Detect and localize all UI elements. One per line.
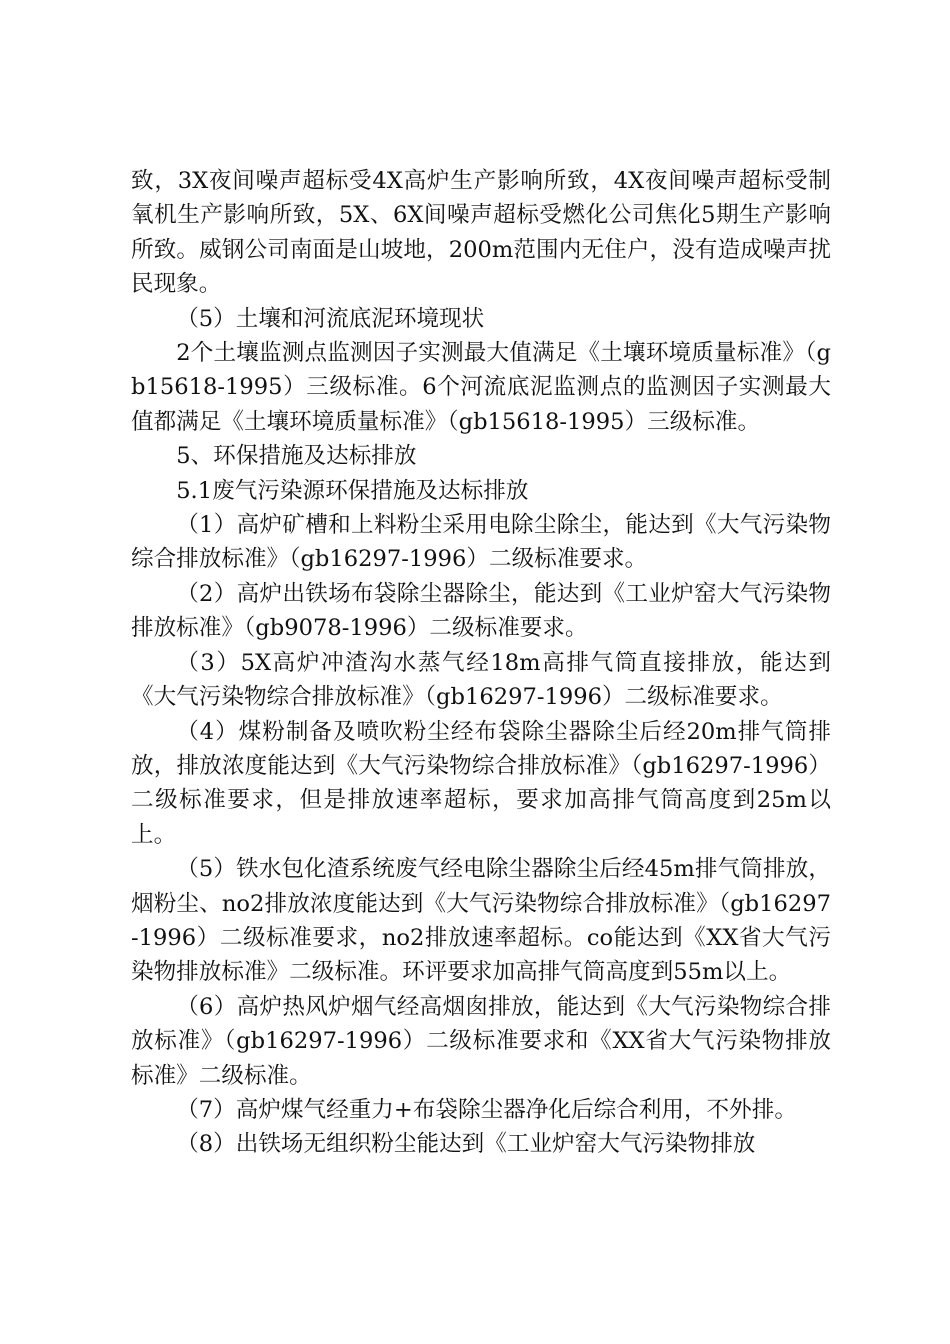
list-item-3: （3）5X高炉冲渣沟水蒸气经18m高排气筒直接排放，能达到《大气污染物综合排放标准》（gb16297-1996）二级标准要求。	[131, 649, 831, 711]
heading-environmental-measures: 5、环保措施及达标排放	[176, 443, 417, 470]
list-item-8: （8）出铁场无组织粉尘能达到《工业炉窑大气污染物排放	[176, 1131, 756, 1158]
list-item-5: （5）铁水包化渣系统废气经电除尘器除尘后经45m排气筒排放，烟粉尘、no2排放浓度能达到《大气污染物综合排放标准》（gb16297-1996）二级标准要求，no2排放速率超标。co能达到《XX省大气污染物排放标准》二级标准。环评要求加高排气筒高度到55m以上。	[131, 856, 831, 986]
list-item-4: （4）煤粉制备及喷吹粉尘经布袋除尘器除尘后经20m排气筒排放，排放浓度能达到《大气污染物综合排放标准》（gb16297-1996）二级标准要求，但是排放速率超标，要求加高排气筒高度到25m以上。	[131, 718, 831, 848]
heading-exhaust-gas-measures: 5.1废气污染源环保措施及达标排放	[176, 477, 529, 504]
paragraph-noise-continuation: 致，3X夜间噪声超标受4X高炉生产影响所致，4X夜间噪声超标受制氧机生产影响所致，5X、6X间噪声超标受燃化公司焦化5期生产影响所致。威钢公司南面是山坡地，200m范围内无住户，没有造成噪声扰民现象。	[131, 168, 831, 298]
document-page	[131, 164, 831, 1162]
list-item-1: （1）高炉矿槽和上料粉尘采用电除尘除尘，能达到《大气污染物综合排放标准》（gb16297-1996）二级标准要求。	[131, 512, 831, 573]
paragraph-soil-monitoring: 2个土壤监测点监测因子实测最大值满足《土壤环境质量标准》（gb15618-1995）三级标准。6个河流底泥监测点的监测因子实测最大值都满足《土壤环境质量标准》（gb15618-1995）三级标准。	[131, 340, 831, 435]
list-item-7: （7）高炉煤气经重力+布袋除尘器净化后综合利用，不外排。	[176, 1096, 797, 1123]
heading-soil-sediment-status: （5）土壤和河流底泥环境现状	[176, 305, 485, 332]
list-item-2: （2）高炉出铁场布袋除尘器除尘，能达到《工业炉窑大气污染物排放标准》（gb9078-1996）二级标准要求。	[131, 580, 831, 642]
list-item-6: （6）高炉热风炉烟气经高烟囱排放，能达到《大气污染物综合排放标准》（gb16297-1996）二级标准要求和《XX省大气污染物排放标准》二级标准。	[131, 993, 831, 1089]
